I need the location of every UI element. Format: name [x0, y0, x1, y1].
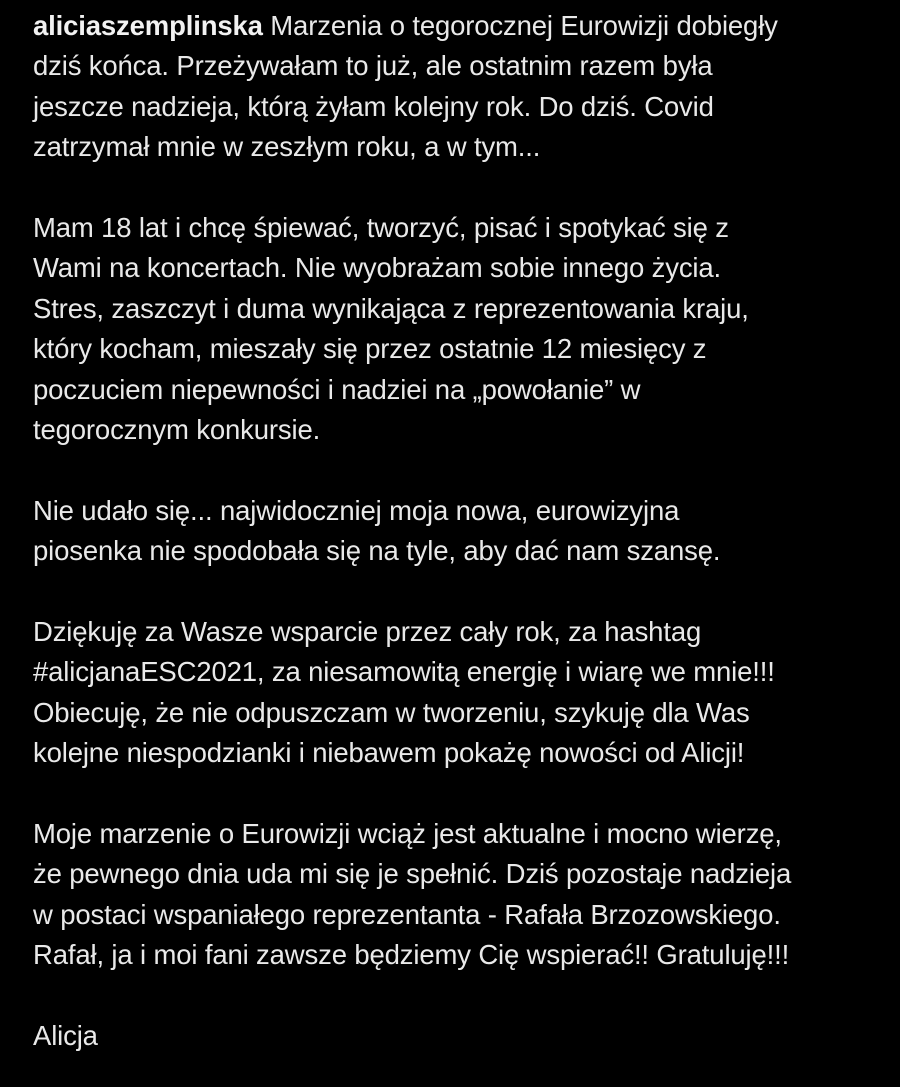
- caption-line: Nie udało się... najwidoczniej moja nowa, eurowizyjna: [33, 494, 680, 526]
- caption-line: Mam 18 lat i chcę śpiewać, tworzyć, pisać i spotykać się z: [33, 211, 729, 243]
- caption-signature: Alicja: [33, 1019, 98, 1051]
- caption-line: Rafał, ja i moi fani zawsze będziemy Cię wspierać!! Gratuluję!!!: [33, 938, 790, 970]
- caption-line: kolejne niespodzianki i niebawem pokażę nowości od Alicji!: [33, 737, 745, 769]
- caption-first-line: [33, 6, 893, 46]
- caption-line: poczuciem niepewności i nadziei na „powołanie” w: [33, 373, 641, 405]
- paragraph-gap: [33, 773, 893, 813]
- caption-line: że pewnego dnia uda mi się je spełnić. Dziś pozostaje nadzieja: [33, 858, 792, 890]
- caption-line: w postaci wspaniałego reprezentanta - Rafała Brzozowskiego.: [33, 898, 781, 930]
- caption-line: który kocham, mieszały się przez ostatnie 12 miesięcy z: [33, 333, 707, 365]
- caption-line: Moje marzenie o Eurowizji wciąż jest aktualne i mocno wierzę,: [33, 817, 782, 849]
- post-caption: [33, 0, 893, 1056]
- caption-line: jeszcze nadzieja, którą żyłam kolejny rok. Do dziś. Covid: [33, 90, 714, 122]
- caption-line: tegorocznym konkursie.: [33, 413, 321, 445]
- caption-line: dziś końca. Przeżywałam to już, ale ostatnim razem była: [33, 50, 713, 82]
- paragraph-gap: [33, 571, 893, 611]
- caption-line: Wami na koncertach. Nie wyobrażam sobie innego życia.: [33, 252, 722, 284]
- caption-text: Marzenia o tegorocznej Eurowizji dobiegły: [262, 10, 778, 41]
- paragraph-gap: [33, 168, 893, 208]
- paragraph-gap: [33, 450, 893, 490]
- caption-line: zatrzymał mnie w zeszłym roku, a w tym...: [33, 131, 541, 163]
- username-link[interactable]: aliciaszemplinska: [33, 10, 263, 41]
- caption-line: Dziękuję za Wasze wsparcie przez cały rok, za hashtag: [33, 615, 702, 647]
- caption-line: Obiecuję, że nie odpuszczam w tworzeniu, szykuję dla Was: [33, 696, 750, 728]
- caption-line: piosenka nie spodobała się na tyle, aby dać nam szansę.: [33, 535, 721, 567]
- paragraph-gap: [33, 975, 893, 1015]
- caption-line: Stres, zaszczyt i duma wynikająca z reprezentowania kraju,: [33, 292, 749, 324]
- caption-line-hashtag: #alicjanaESC2021, za niesamowitą energię i wiarę we mnie!!!: [33, 656, 775, 688]
